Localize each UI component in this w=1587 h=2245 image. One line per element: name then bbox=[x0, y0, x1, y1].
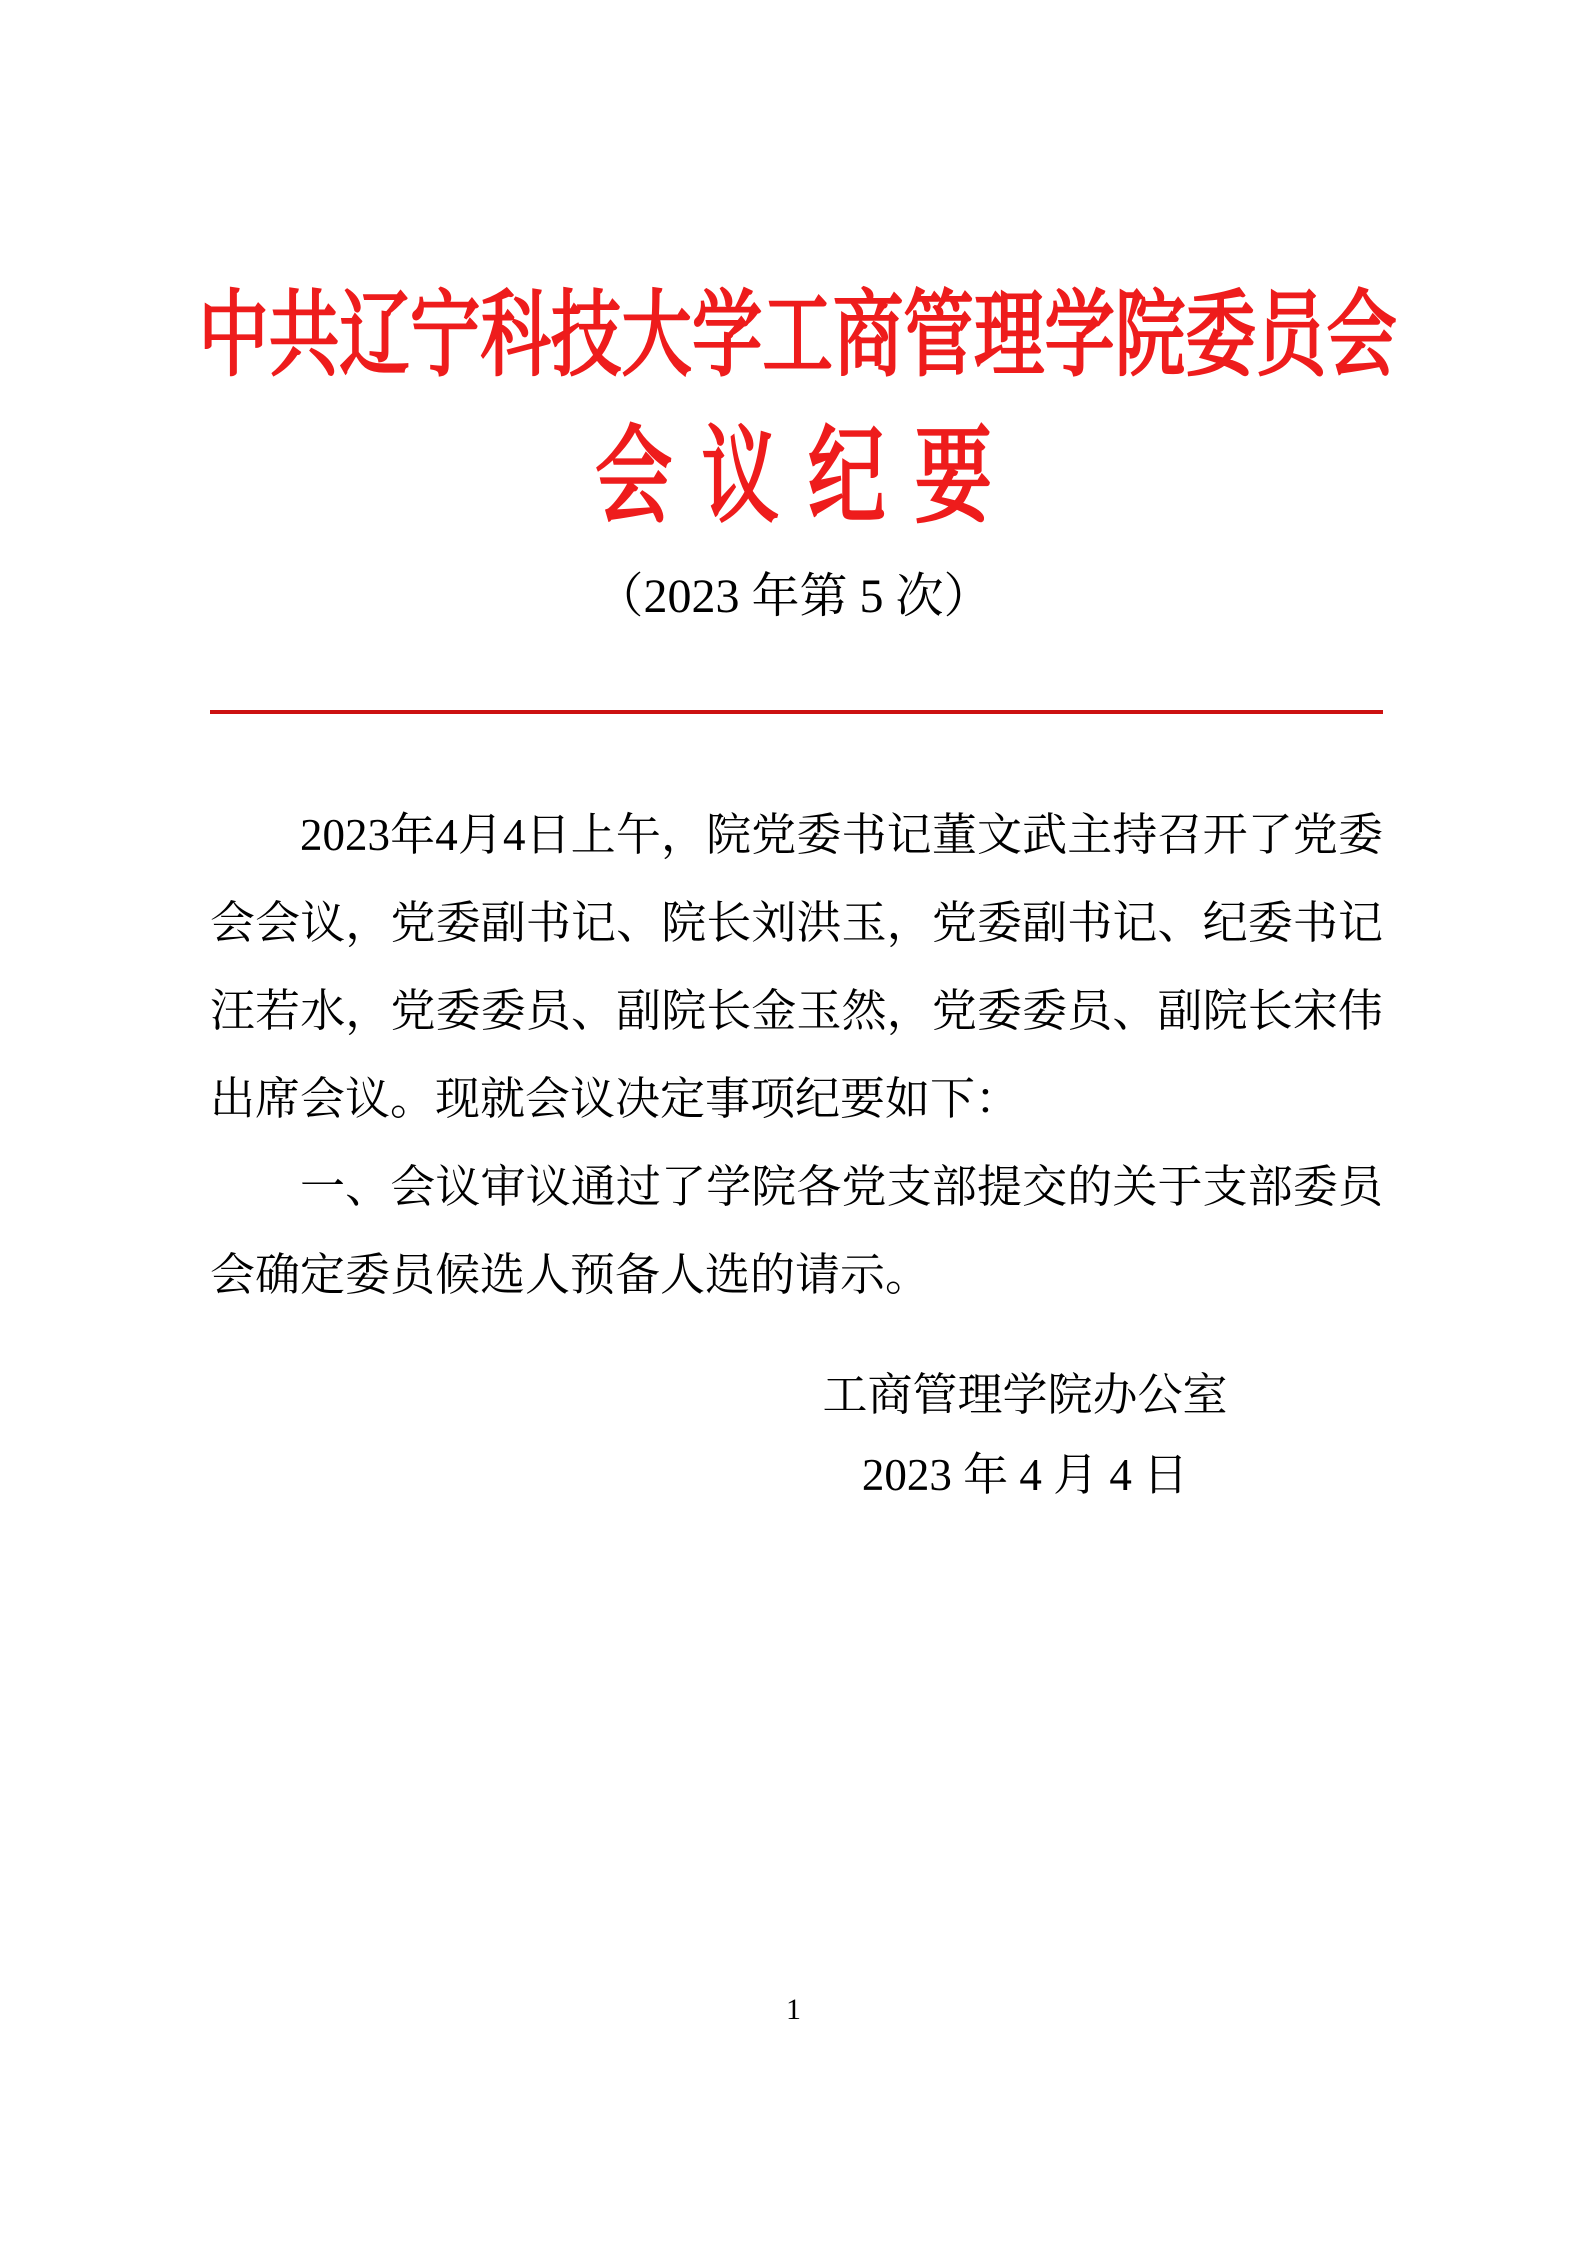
org-title: 中共辽宁科技大学工商管理学院委员会 bbox=[198, 282, 1397, 387]
signature-org: 工商管理学院办公室 bbox=[822, 1370, 1228, 1420]
doc-title: 会议纪要 bbox=[594, 418, 1022, 536]
issue-number: （2023 年第 5 次） bbox=[595, 570, 992, 623]
signature-date: 2023 年 4 月 4 日 bbox=[861, 1450, 1189, 1500]
signature-block bbox=[765, 1355, 1285, 1515]
paragraph-intro: 2023年4月4日上午，院党委书记董文武主持召开了党委会会议，党委副书记、院长刘洪玉，党委副书记、纪委书记汪若水，党委委员、副院长金玉然，党委委员、副院长宋伟出席会议。现就会议决定事项纪要如下： bbox=[210, 810, 1383, 1124]
page-number: 1 bbox=[786, 1993, 801, 2026]
document-body bbox=[210, 791, 1383, 1319]
divider-rule bbox=[210, 710, 1383, 714]
paragraph-item-1: 一、会议审议通过了学院各党支部提交的关于支部委员会确定委员候选人预备人选的请示。 bbox=[210, 1162, 1383, 1300]
